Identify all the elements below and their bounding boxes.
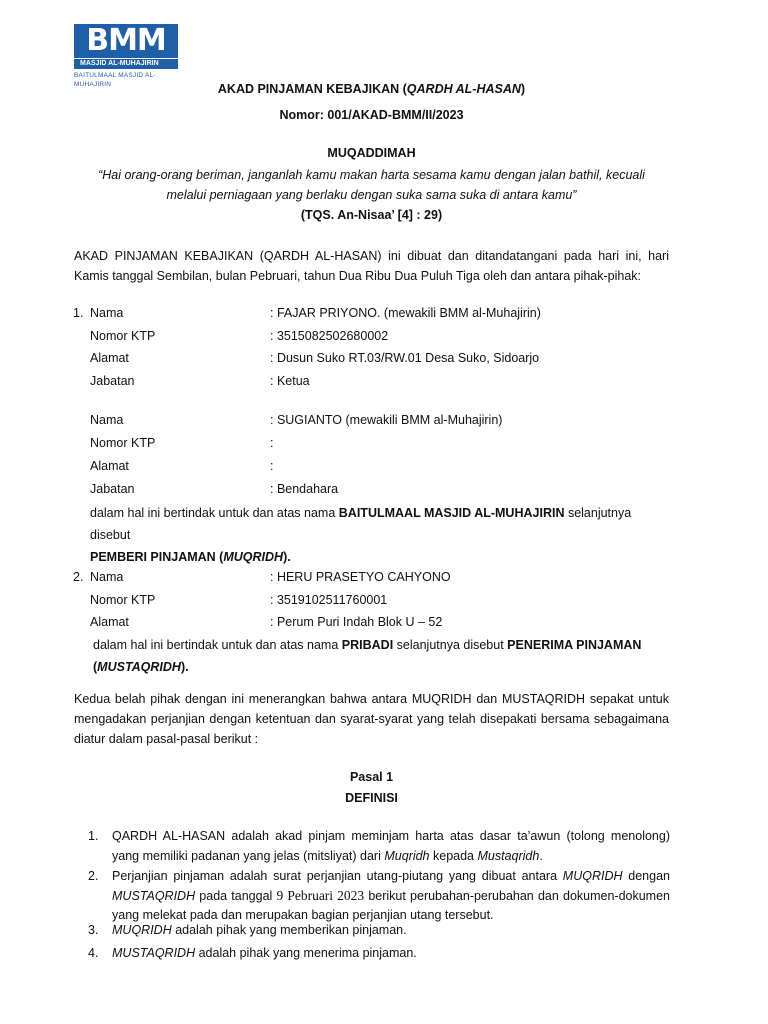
logo-box [74, 24, 178, 70]
party1b-ktp-row [0, 433, 768, 453]
text-run: dengan [622, 869, 670, 883]
quote-line-2: melalui perniagaan yang berlaku dengan suka sama suka di antara kamu” [166, 188, 577, 202]
definition-text [112, 920, 670, 940]
bmm-logo [74, 23, 180, 88]
title-suffix: ) [520, 82, 526, 96]
desc-role: PEMBERI PINJAMAN ( [90, 550, 224, 564]
party1-description [90, 502, 670, 568]
field-value: : [270, 436, 274, 450]
intro-paragraph: AKAD PINJAMAN KEBAJIKAN (QARDH AL-HASAN) ini dibuat dan ditandatangani pada hari ini, hari Kamis tanggal Sembilan, bulan Pebruari, tahun Dua Ribu Dua Puluh Tiga oleh dan antara pihak-pihak: [74, 249, 669, 283]
field-value: : 3515082502680002 [270, 329, 389, 343]
party1b-nama-row [0, 410, 768, 430]
text-run-italic: Mustaqridh [477, 849, 540, 863]
desc-text: selanjutnya disebut [393, 638, 508, 652]
field-label: Alamat [90, 615, 129, 629]
field-value: : Ketua [270, 374, 310, 388]
agreement-paragraph: Kedua belah pihak dengan ini menerangkan bahwa antara MUQRIDH dan MUSTAQRIDH sepakat untuk mengadakan perjanjian dengan ketentuan dan syarat-syarat yang telah disepakati bersama sebagaimana diatur dalam pasal-pasal berikut : [74, 692, 669, 746]
text-run-italic: MUQRIDH [562, 869, 623, 883]
field-value [270, 410, 502, 430]
logo-text: BMM [86, 23, 166, 58]
field-label: Nama [90, 570, 124, 584]
definition-item-1 [90, 826, 670, 866]
name-note: (mewakili BMM al-Muhajirin) [342, 413, 503, 427]
quote-reference: (TQS. An-Nisaa’ [4] : 29) [300, 208, 443, 222]
definition-item-3 [90, 920, 670, 940]
field-label: Jabatan [90, 482, 135, 496]
desc-entity: PRIBADI [341, 638, 394, 652]
desc-role: PENERIMA PINJAMAN [507, 638, 642, 652]
party1b-jabatan-row [0, 479, 768, 499]
list-number: 4. [88, 946, 99, 960]
list-number: 3. [88, 923, 99, 937]
field-value: : 3519102511760001 [270, 593, 388, 607]
party2-ktp-row [0, 590, 768, 610]
title-prefix: AKAD PINJAMAN KEBAJIKAN ( [217, 82, 407, 96]
desc-role-italic: MUSTAQRIDH [97, 660, 181, 674]
desc-role-end: ). [180, 660, 189, 674]
text-run: pada tanggal [195, 889, 277, 903]
text-run-italic: MUQRIDH [112, 923, 172, 937]
text-run: . [539, 849, 543, 863]
definition-text [112, 826, 670, 866]
document-number: Nomor: 001/AKAD-BMM/II/2023 [279, 108, 464, 122]
pasal-number: Pasal 1 [349, 770, 394, 784]
desc-text: selanjutnya disebut [90, 506, 632, 542]
party2-nama-row [0, 567, 768, 587]
text-run-italic: MUSTAQRIDH [112, 946, 196, 960]
party2-number: 2. [73, 570, 84, 584]
party1b-alamat-row [0, 456, 768, 476]
party1-jabatan-row [0, 371, 768, 391]
field-label: Nama [90, 413, 124, 427]
list-number: 2. [88, 869, 99, 883]
field-label: Alamat [90, 459, 129, 473]
logo-subtitle: MASJID AL-MUHAJIRIN [80, 60, 159, 67]
text-run: QARDH AL-HASAN adalah akad pinjam meminjam harta atas dasar ta’awun (tolong menolong) yang memiliki padanan yang jelas (mitsliyat) dari [112, 829, 670, 863]
name-note: (mewakili BMM al-Muhajirin) [380, 306, 541, 320]
field-label: Nama [90, 306, 124, 320]
text-run: adalah pihak yang menerima pinjaman. [195, 946, 417, 960]
field-label: Nomor KTP [90, 436, 156, 450]
text-run: berikut perubahan-perubahan dan dokumen-dokumen yang melekat pada dan merupakan bagian perjanjian utang tersebut. [112, 889, 670, 922]
text-run-italic: Muqridh [384, 849, 430, 863]
party2-description [93, 634, 669, 678]
muqaddimah-heading: MUQADDIMAH [327, 146, 416, 160]
desc-role-italic: MUQRIDH [223, 550, 284, 564]
text-run: Perjanjian pinjaman adalah surat perjanjian utang-piutang yang dibuat antara [112, 869, 563, 883]
text-run: kepada [429, 849, 478, 863]
party1-alamat-row [0, 348, 768, 368]
text-run-italic: MUSTAQRIDH [112, 889, 196, 903]
logo-tagline: BAITULMAAL MASJID AL-MUHAJIRIN [74, 72, 156, 88]
text-run: adalah pihak yang memberikan pinjaman. [171, 923, 407, 937]
quote-line-1: “Hai orang-orang beriman, janganlah kamu makan harta sesama kamu dengan jalan bathil, kecuali [98, 168, 645, 182]
definition-item-4 [90, 943, 670, 963]
desc-entity: BAITULMAAL MASJID AL-MUHAJIRIN [338, 506, 565, 520]
party1-number: 1. [73, 306, 84, 320]
pasal-title: DEFINISI [345, 791, 398, 805]
desc-paren: ( [93, 660, 98, 674]
text-run-date: 9 Pebruari 2023 [276, 888, 365, 903]
list-number: 1. [88, 829, 99, 843]
name-value: : FAJAR PRIYONO. [270, 306, 381, 320]
field-label: Nomor KTP [90, 329, 156, 343]
desc-role-end: ). [283, 550, 291, 564]
document-title [74, 82, 669, 96]
field-value: : Perum Puri Indah Blok U – 52 [270, 615, 443, 629]
definition-text [112, 943, 670, 963]
field-value: : Bendahara [270, 482, 339, 496]
name-value: : SUGIANTO [270, 413, 343, 427]
definition-item-2 [90, 867, 670, 925]
title-italic: QARDH AL-HASAN [406, 82, 521, 96]
desc-text: dalam hal ini bertindak untuk dan atas nama [93, 638, 342, 652]
party1-ktp-row [0, 326, 768, 346]
field-value: : HERU PRASETYO CAHYONO [270, 570, 451, 584]
field-label: Nomor KTP [90, 593, 156, 607]
party1-nama-row [0, 303, 768, 323]
field-value: : [270, 459, 274, 473]
desc-text: dalam hal ini bertindak untuk dan atas nama [90, 506, 339, 520]
definition-text [112, 867, 670, 925]
field-value [270, 303, 541, 323]
field-value: : Dusun Suko RT.03/RW.01 Desa Suko, Sidoarjo [270, 351, 540, 365]
field-label: Jabatan [90, 374, 135, 388]
party2-alamat-row [0, 612, 768, 632]
field-label: Alamat [90, 351, 129, 365]
